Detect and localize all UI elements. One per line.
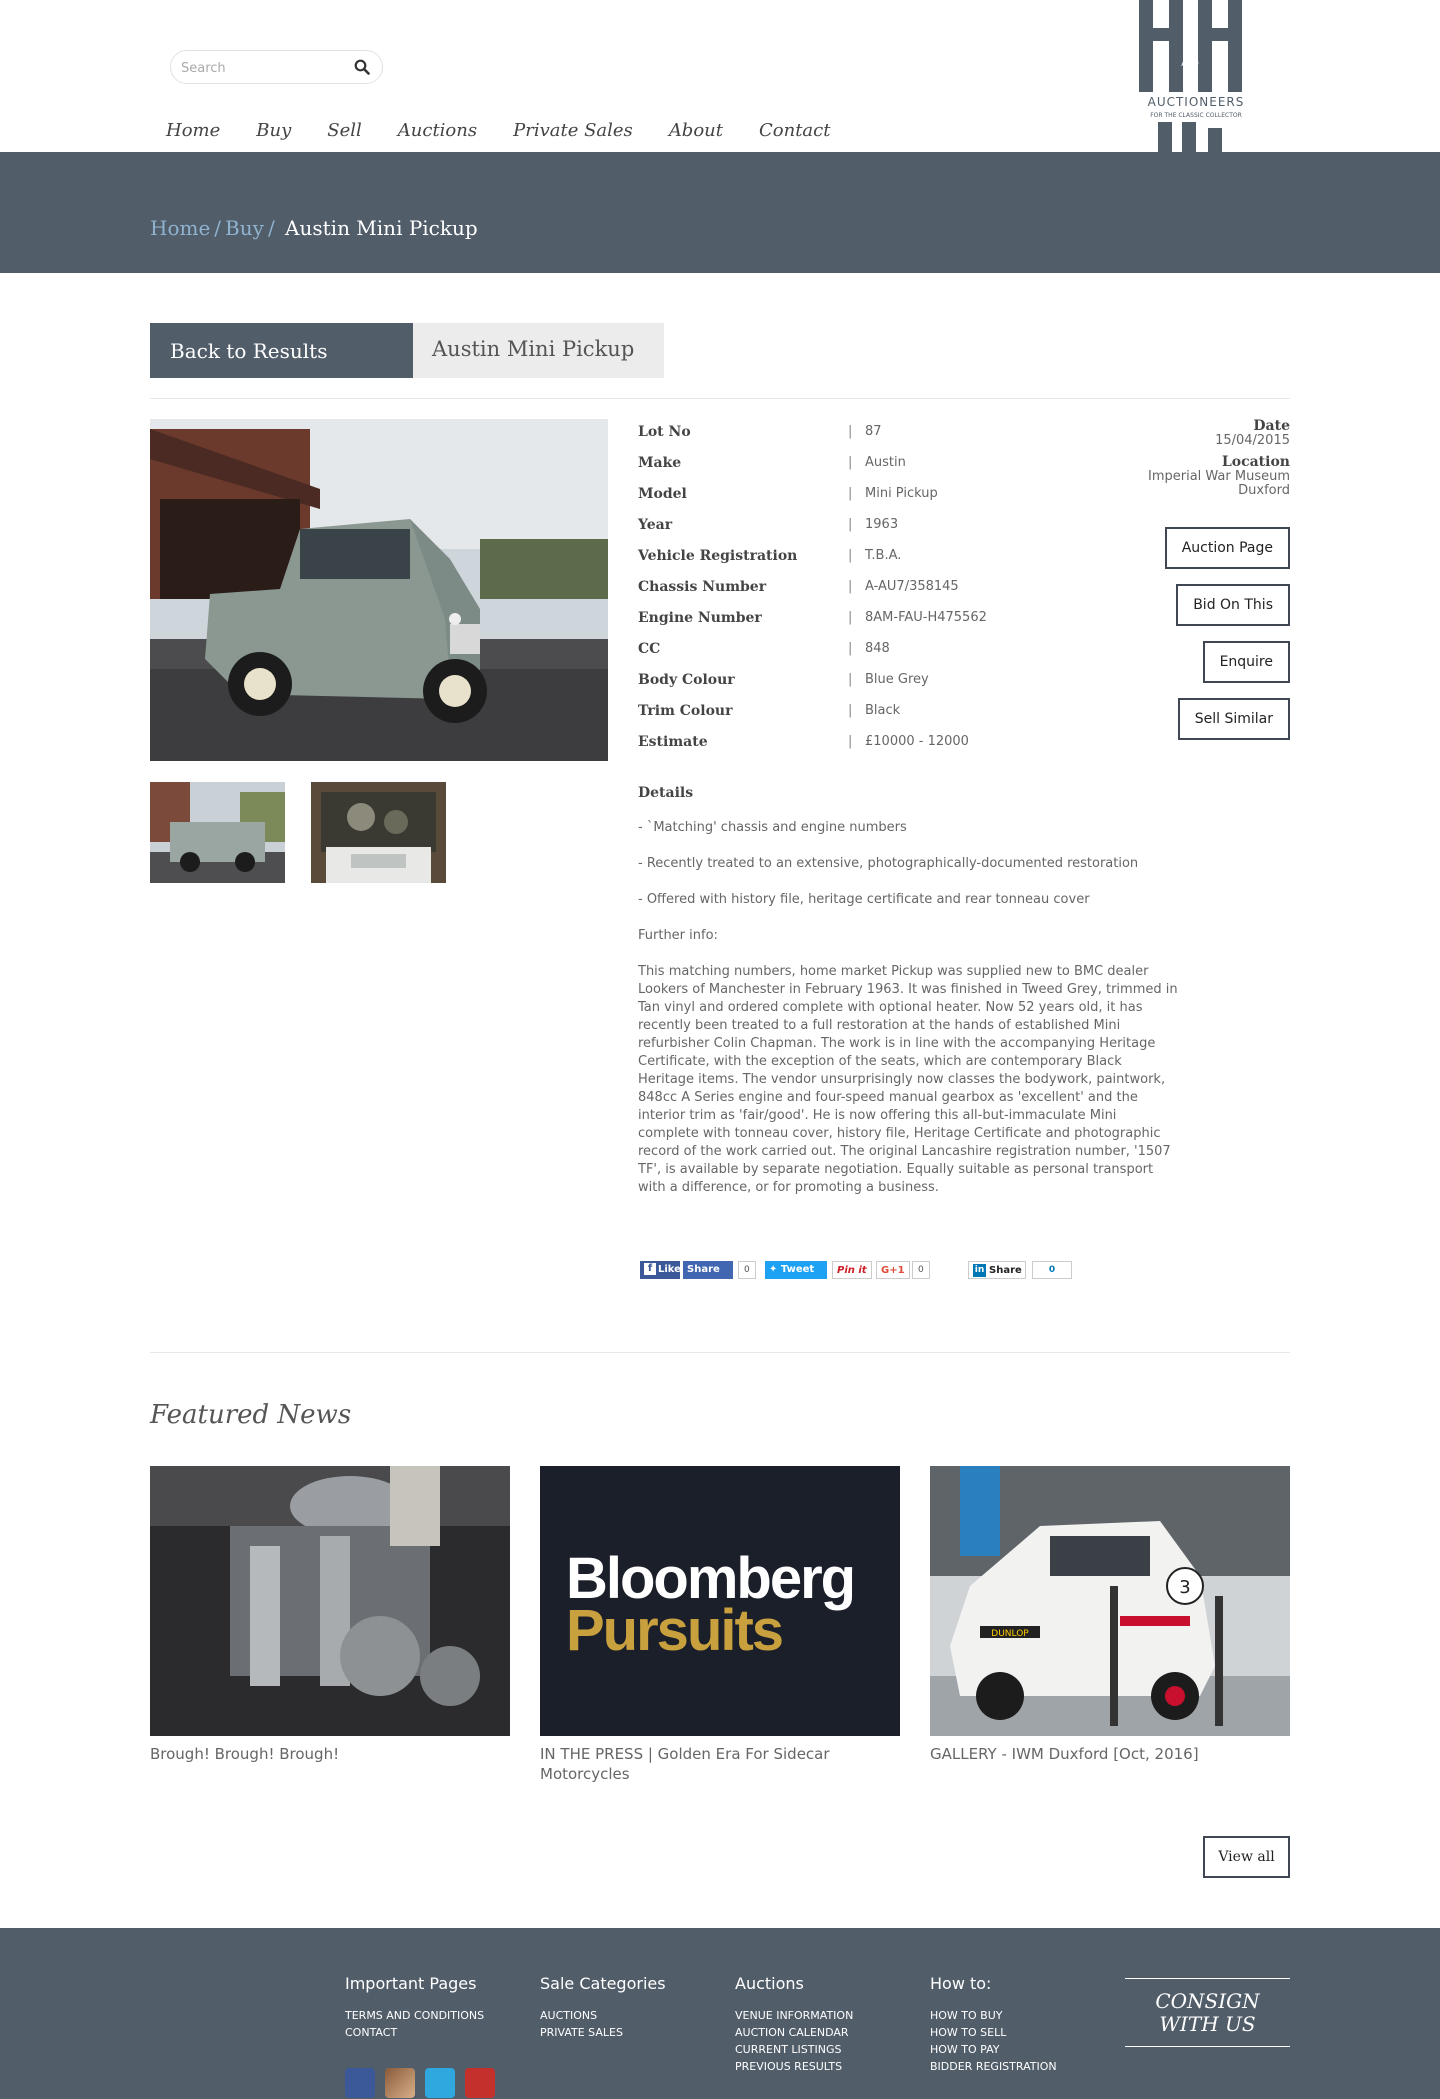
- consign-with-us-link[interactable]: [1125, 1978, 1290, 2047]
- nav-about[interactable]: About: [668, 120, 723, 141]
- like-label: Like: [658, 1264, 681, 1275]
- further-info-label: Further info:: [638, 928, 718, 943]
- view-all-button[interactable]: View all: [1203, 1836, 1290, 1878]
- footer-link-how-to-pay[interactable]: HOW TO PAY: [930, 2043, 1000, 2056]
- spec-separator: |: [848, 517, 853, 532]
- social-links: [345, 2068, 505, 2098]
- lot-details: [638, 785, 1178, 1215]
- footer-col-auctions: [735, 1974, 853, 2075]
- facebook-share-button[interactable]: Share: [683, 1261, 733, 1279]
- spec-separator: |: [848, 703, 853, 718]
- spec-row: [638, 540, 1058, 571]
- spec-label: Lot No: [638, 423, 691, 440]
- footer-link-previous-results[interactable]: PREVIOUS RESULTS: [735, 2060, 843, 2073]
- linkedin-count: 0: [1032, 1261, 1072, 1279]
- spec-value: 848: [865, 641, 890, 656]
- news-caption[interactable]: IN THE PRESS | Golden Era For Sidecar Motorcycles: [540, 1745, 830, 1783]
- instagram-icon[interactable]: [385, 2068, 415, 2098]
- spec-label: Make: [638, 454, 682, 471]
- footer-link-how-to-sell[interactable]: HOW TO SELL: [930, 2026, 1007, 2039]
- spec-label: Estimate: [638, 733, 708, 750]
- footer-link-auction-calendar[interactable]: AUCTION CALENDAR: [735, 2026, 849, 2039]
- site-footer: [0, 1928, 1440, 2099]
- bid-on-this-button[interactable]: Bid On This: [1176, 584, 1290, 626]
- spec-separator: |: [848, 455, 853, 470]
- spec-value: Austin: [865, 455, 906, 470]
- page-banner: [0, 152, 1440, 273]
- breadcrumb-current: Austin Mini Pickup: [285, 216, 478, 240]
- news-card[interactable]: [540, 1466, 900, 1784]
- footer-col-title: Important Pages: [345, 1974, 477, 1993]
- breadcrumb-buy[interactable]: Buy: [225, 216, 264, 240]
- news-caption[interactable]: GALLERY - IWM Duxford [Oct, 2016]: [930, 1745, 1199, 1763]
- spec-label: Year: [638, 516, 673, 533]
- twitter-icon[interactable]: [425, 2068, 455, 2098]
- logo-and: AND: [1181, 59, 1199, 68]
- facebook-count: 0: [738, 1261, 756, 1279]
- nav-contact[interactable]: Contact: [759, 120, 831, 141]
- spec-row: [638, 695, 1058, 726]
- date-label: Date: [1253, 418, 1290, 434]
- spec-separator: |: [848, 734, 853, 749]
- date-value: 15/04/2015: [1215, 433, 1290, 448]
- spec-value: A-AU7/358145: [865, 579, 959, 594]
- main-nav: [148, 120, 848, 150]
- facebook-icon: f: [644, 1263, 656, 1275]
- footer-link-current-listings[interactable]: CURRENT LISTINGS: [735, 2043, 842, 2056]
- breadcrumb-home[interactable]: Home: [150, 216, 211, 240]
- tweet-button[interactable]: [765, 1261, 827, 1279]
- news-card[interactable]: [150, 1466, 510, 1764]
- spec-row: [638, 726, 1058, 757]
- svg-text:DUNLOP: DUNLOP: [991, 1629, 1029, 1639]
- details-bullet: - `Matching' chassis and engine numbers: [638, 820, 907, 835]
- sell-similar-button[interactable]: Sell Similar: [1178, 698, 1290, 740]
- twitter-icon: ✦: [769, 1264, 781, 1275]
- spec-row: [638, 602, 1058, 633]
- spec-row: [638, 633, 1058, 664]
- divider: [150, 1352, 1290, 1353]
- consign-line-2: WITH US: [1159, 2012, 1256, 2036]
- spec-value: 1963: [865, 517, 899, 532]
- footer-link-how-to-buy[interactable]: HOW TO BUY: [930, 2009, 1003, 2022]
- spec-row: [638, 447, 1058, 478]
- footer-col-title: How to:: [930, 1974, 992, 1993]
- search-input[interactable]: [181, 58, 341, 78]
- spec-row: [638, 509, 1058, 540]
- site-header: [0, 0, 1440, 152]
- details-heading: Details: [638, 785, 694, 801]
- logo-sub: FOR THE CLASSIC COLLECTOR: [1150, 112, 1242, 119]
- spec-separator: |: [848, 486, 853, 501]
- news-card[interactable]: [930, 1466, 1290, 1764]
- spec-label: Model: [638, 485, 687, 502]
- breadcrumb: [150, 216, 478, 240]
- spec-label: Vehicle Registration: [638, 547, 798, 564]
- spec-table: [638, 416, 1058, 757]
- spec-label: Engine Number: [638, 609, 762, 626]
- svg-text:3: 3: [1179, 1577, 1191, 1598]
- featured-news-title: Featured News: [150, 1400, 352, 1430]
- footer-col-title: Auctions: [735, 1974, 804, 1993]
- spec-label: CC: [638, 640, 661, 657]
- footer-col-how-to: [930, 1974, 1057, 2075]
- spec-value: £10000 - 12000: [865, 734, 969, 749]
- pinterest-button[interactable]: Pin it: [832, 1261, 872, 1279]
- spec-separator: |: [848, 610, 853, 625]
- spec-row: [638, 478, 1058, 509]
- nav-sell[interactable]: Sell: [327, 120, 362, 141]
- footer-link-venue-information[interactable]: VENUE INFORMATION: [735, 2009, 854, 2022]
- auction-page-button[interactable]: Auction Page: [1165, 527, 1290, 569]
- footer-link-bidder-registration[interactable]: BIDDER REGISTRATION: [930, 2060, 1057, 2073]
- tweet-label: Tweet: [780, 1264, 815, 1275]
- pursuits-logo-text: Pursuits: [566, 1598, 783, 1663]
- spec-row: [638, 416, 1058, 447]
- search-box[interactable]: [170, 50, 383, 84]
- thumbnail-2[interactable]: [311, 782, 446, 883]
- spec-separator: |: [848, 672, 853, 687]
- news-caption[interactable]: Brough! Brough! Brough!: [150, 1745, 340, 1763]
- details-bullet: - Offered with history file, heritage certificate and rear tonneau cover: [638, 892, 1090, 907]
- breadcrumb-sep: /: [267, 216, 275, 240]
- news-image[interactable]: [930, 1466, 1290, 1736]
- spec-row: [638, 571, 1058, 602]
- spec-separator: |: [848, 424, 853, 439]
- breadcrumb-sep: /: [214, 216, 222, 240]
- news-image[interactable]: [150, 1466, 510, 1736]
- linkedin-share-button[interactable]: [968, 1261, 1026, 1279]
- footer-link-contact[interactable]: CONTACT: [345, 2026, 398, 2039]
- spec-separator: |: [848, 579, 853, 594]
- nav-buy[interactable]: Buy: [256, 120, 292, 141]
- divider: [150, 398, 1290, 399]
- nav-auctions[interactable]: Auctions: [397, 120, 478, 141]
- nav-private-sales[interactable]: Private Sales: [513, 120, 633, 141]
- location-label: Location: [1221, 454, 1290, 470]
- spec-row: [638, 664, 1058, 695]
- spec-label: Chassis Number: [638, 578, 767, 595]
- spec-separator: |: [848, 641, 853, 656]
- youtube-icon[interactable]: [465, 2068, 495, 2098]
- footer-col-important-pages: [345, 1974, 484, 2041]
- footer-link-terms[interactable]: TERMS AND CONDITIONS: [345, 2009, 485, 2022]
- footer-col-title: Sale Categories: [540, 1974, 666, 1993]
- site-logo[interactable]: [1138, 0, 1256, 152]
- footer-link-private-sales[interactable]: PRIVATE SALES: [540, 2026, 623, 2039]
- location-line-1: Imperial War Museum: [1147, 469, 1290, 484]
- sale-info: [1030, 418, 1290, 498]
- thumbnail-1[interactable]: [150, 782, 285, 883]
- details-description: This matching numbers, home market Pickup was supplied new to BMC dealer Lookers of Manchester in February 1963. It was finished in Tweed Grey, trimmed in Tan vinyl and ordered complete with optional heater. Now 52 years old, it has recently been treated to a full restoration at the hands of established Mini refurbisher Colin Chapman. The work is in line with the accompanying Heritage Certificate, with the exception of the seats, which are contemporary Black Heritage items. The vendor unsurprisingly now classes the bodywork, paintwork, 848cc A Series engine and four-speed manual gearbox as 'excellent' and the interior trim as 'fair/good'. He is now offering this all-but-immaculate Mini complete with tonneau cover, history file, Heritage Certificate and photographic record of the work carried out. The original Lancashire registration number, '1507 TF', is available by separate negotiation. Equally suitable as personal transport with a difference, or for promoting a business.: [638, 964, 1178, 1195]
- lot-title-tab: Austin Mini Pickup: [413, 323, 664, 378]
- location-line-2: Duxford: [1238, 483, 1290, 498]
- enquire-button[interactable]: Enquire: [1203, 641, 1290, 683]
- back-to-results-button[interactable]: Back to Results: [150, 323, 413, 378]
- facebook-icon[interactable]: [345, 2068, 375, 2098]
- logo-tagline: AUCTIONEERS: [1147, 95, 1245, 109]
- google-plus-button[interactable]: G+1: [876, 1261, 910, 1279]
- footer-link-auctions[interactable]: AUCTIONS: [540, 2009, 598, 2022]
- search-icon[interactable]: [354, 59, 370, 75]
- share-bar: [640, 1261, 1070, 1281]
- spec-separator: |: [848, 548, 853, 563]
- spec-label: Trim Colour: [638, 702, 733, 719]
- nav-home[interactable]: Home: [166, 120, 221, 141]
- google-plus-count: 0: [912, 1261, 930, 1279]
- bloomberg-logo-text: Bloomberg: [566, 1546, 855, 1611]
- spec-value: Black: [865, 703, 901, 718]
- linkedin-share-label: Share: [989, 1265, 1022, 1276]
- spec-value: 87: [865, 424, 882, 439]
- facebook-like-button[interactable]: [640, 1261, 680, 1279]
- linkedin-icon: in: [974, 1264, 985, 1275]
- main-vehicle-photo[interactable]: [150, 419, 608, 761]
- spec-value: 8AM-FAU-H475562: [865, 610, 987, 625]
- spec-value: T.B.A.: [865, 548, 902, 563]
- footer-col-sale-categories: [540, 1974, 666, 2041]
- consign-line-1: CONSIGN: [1155, 1989, 1260, 2013]
- details-bullet: - Recently treated to an extensive, photographically-documented restoration: [638, 856, 1139, 871]
- spec-label: Body Colour: [638, 671, 735, 688]
- spec-value: Blue Grey: [865, 672, 929, 687]
- spec-value: Mini Pickup: [865, 486, 938, 501]
- news-image[interactable]: [540, 1466, 900, 1736]
